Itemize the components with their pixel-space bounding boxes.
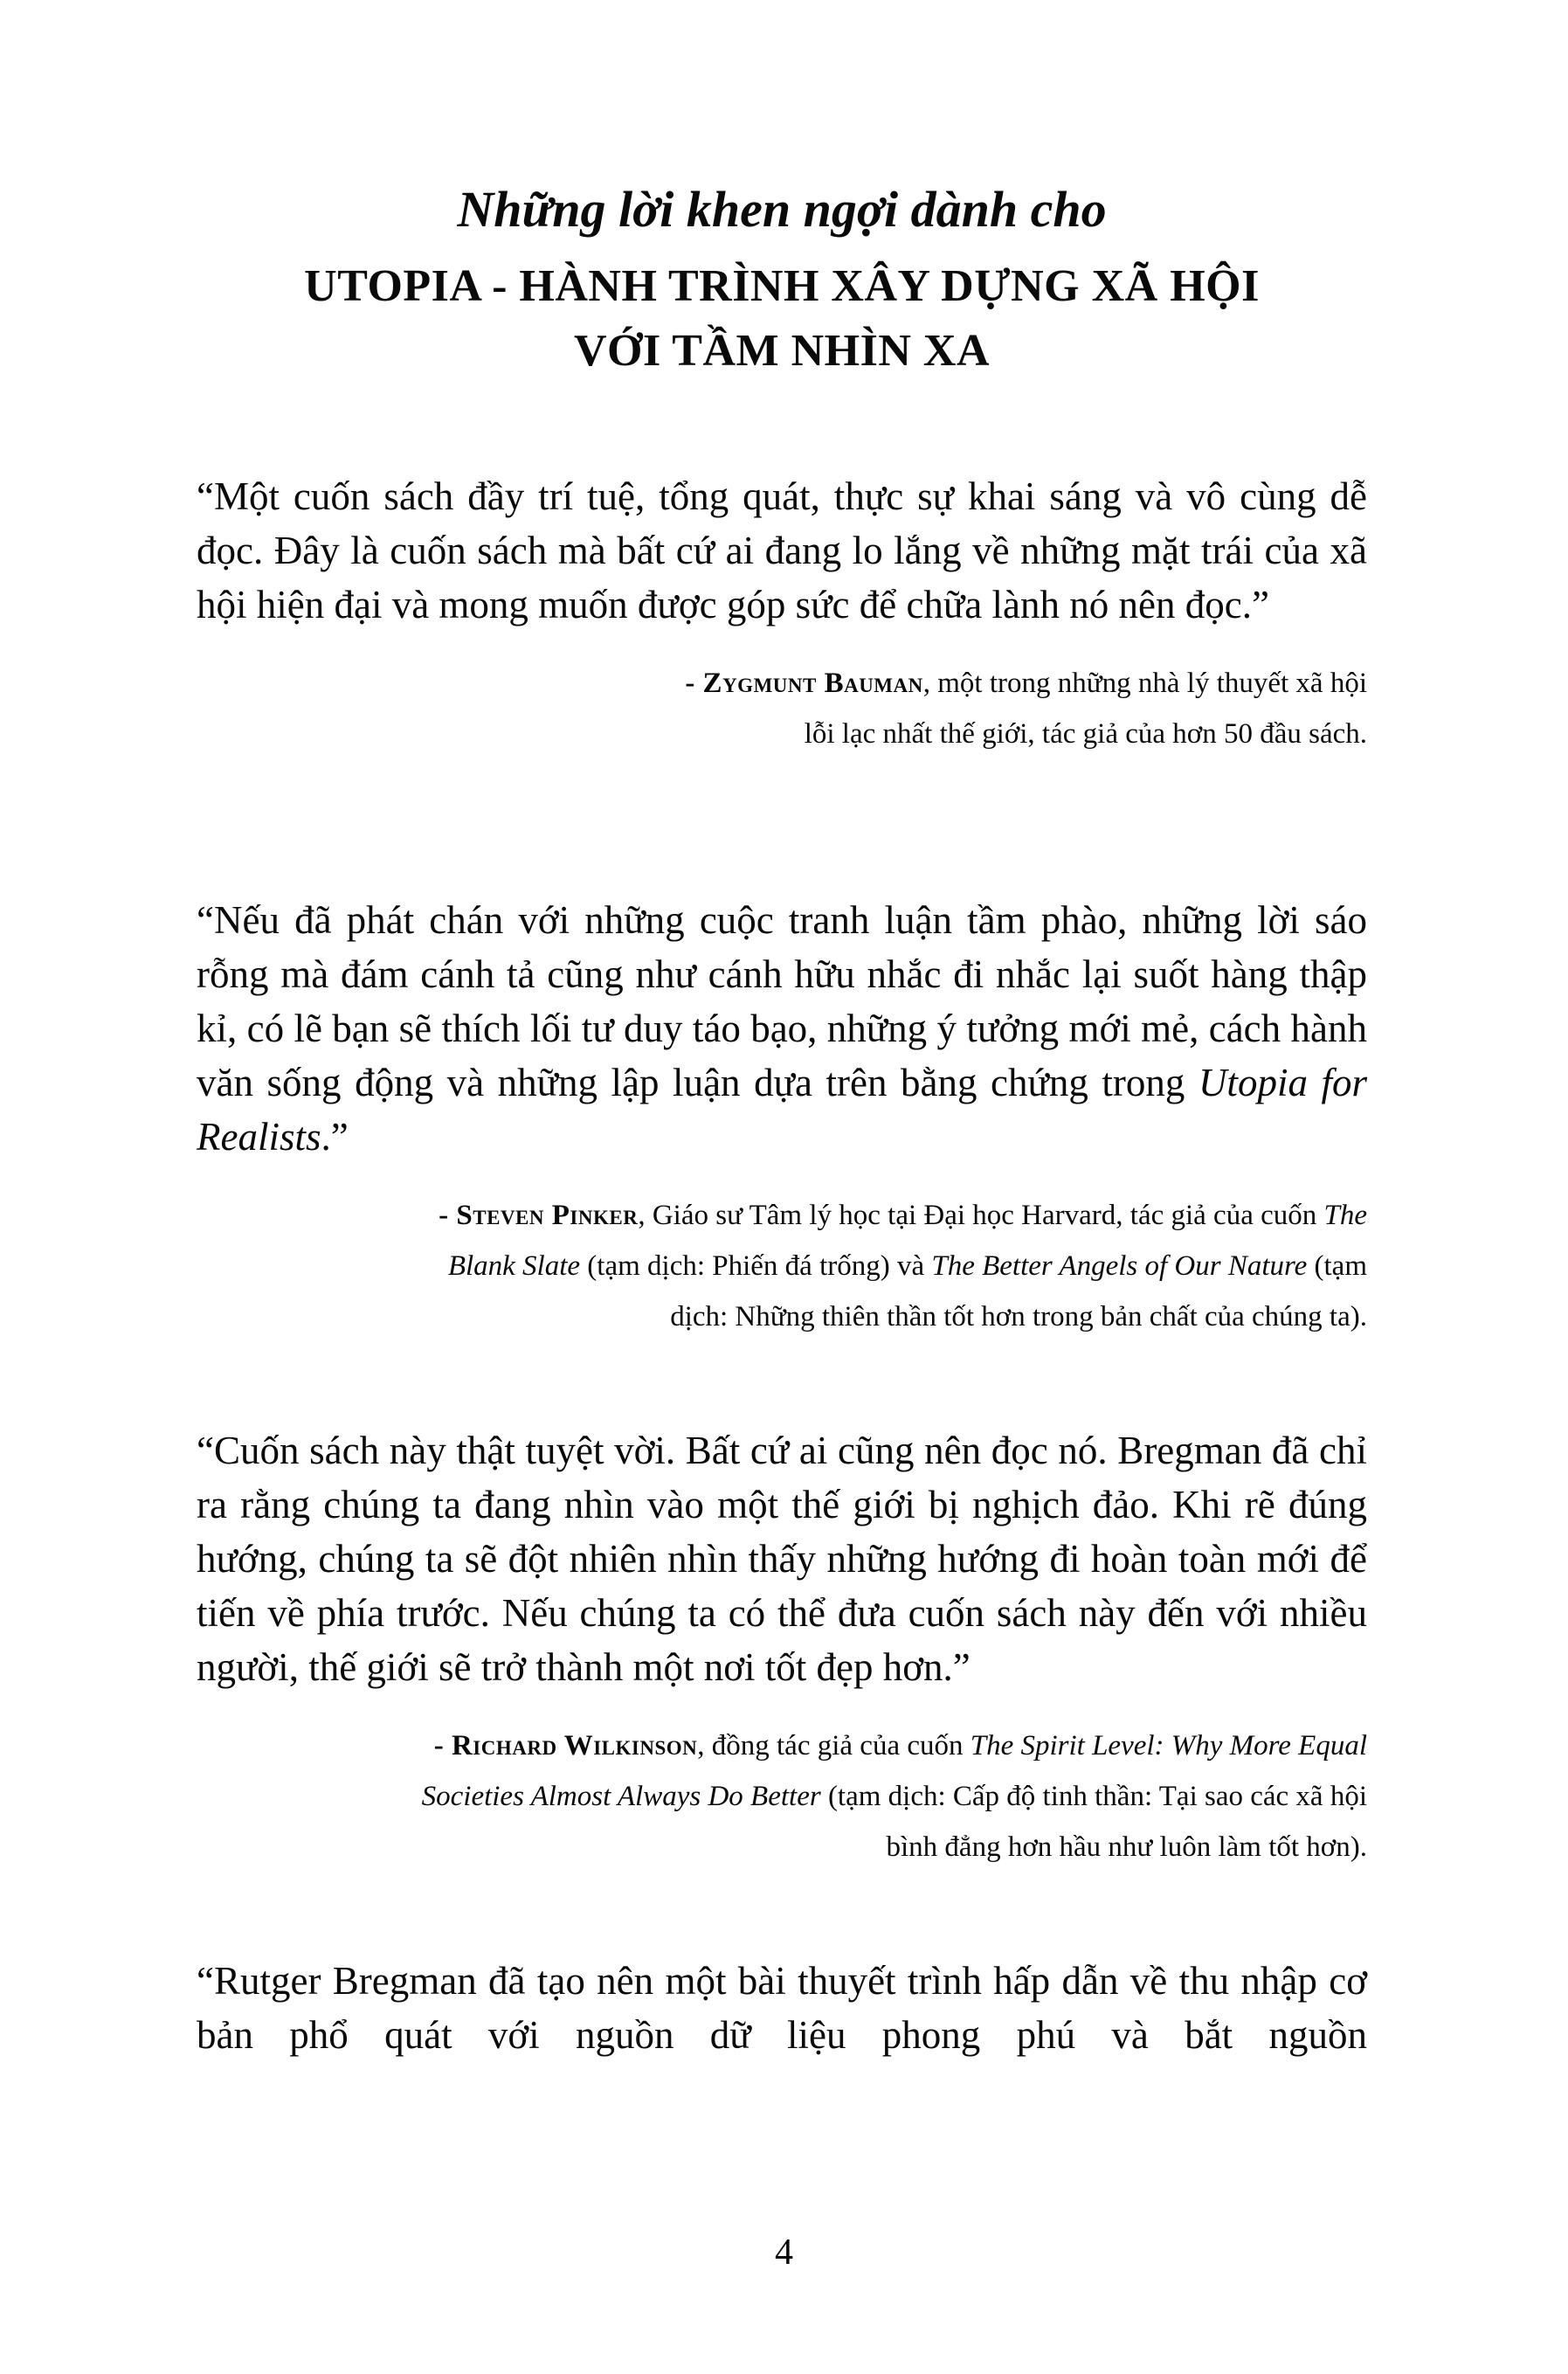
quote-text <box>197 469 1367 632</box>
attribution-line <box>166 1291 1367 1342</box>
quote-attribution <box>166 1720 1367 1872</box>
text-segment: - Steven Pinker <box>439 1200 639 1231</box>
text-segment: Societies Almost Always Do Better <box>421 1781 821 1812</box>
text-segment: Utopia for Realists <box>197 1061 1367 1159</box>
book-title-heading <box>197 254 1367 384</box>
text-segment: The <box>1323 1200 1367 1231</box>
text-segment: - Zygmunt Bauman <box>685 668 923 699</box>
attribution-line <box>166 1720 1367 1771</box>
quote-attribution <box>166 1190 1367 1342</box>
text-segment: dịch: Những thiên thần tốt hơn trong bản chất của chúng ta). <box>670 1301 1367 1332</box>
text-segment: bình đẳng hơn hầu như luôn làm tốt hơn). <box>886 1831 1367 1863</box>
text-segment: (tạm dịch: Phiến đá trống) và <box>580 1250 932 1282</box>
attribution-line <box>166 1190 1367 1241</box>
quote-block-pinker <box>197 893 1367 1342</box>
page-number: 4 <box>775 2232 793 2273</box>
text-segment: - Richard Wilkinson <box>433 1730 698 1761</box>
quote-block-bauman <box>197 469 1367 759</box>
quote-text <box>197 1954 1367 2062</box>
text-segment: , Giáo sư Tâm lý học tại Đại học Harvard, tác giả của cuốn <box>638 1200 1324 1231</box>
praise-heading: Những lời khen ngợi dành cho <box>457 181 1107 238</box>
book-title-line-2: VỚI TẦM NHÌN XA <box>573 326 990 376</box>
quote-attribution <box>166 658 1367 759</box>
book-title-line-1: UTOPIA - HÀNH TRÌNH XÂY DỰNG XÃ HỘI <box>304 261 1260 311</box>
text-segment: The Better Angels of Our Nature <box>931 1250 1308 1282</box>
quote-block-wilkinson <box>197 1423 1367 1872</box>
text-segment: Blank Slate <box>447 1250 581 1282</box>
attribution-line <box>166 1241 1367 1291</box>
text-segment: “Cuốn sách này thật tuyệt vời. Bất cứ ai cũng nên đọc nó. Bregman đã chỉ ra rằng chúng ta đang nhìn vào một thế giới bị nghịch đảo. Khi rẽ đúng hướng, chúng ta sẽ đột nhiên nhìn thấy những hướng đi hoàn toàn mới để tiến về phía trước. Nếu chúng ta có thể đưa cuốn sách này đến với nhiều người, thế giới sẽ trở thành một nơi tốt đẹp hơn.” <box>197 1429 1367 1689</box>
text-segment: , đồng tác giả của cuốn <box>697 1730 971 1761</box>
attribution-line <box>166 1822 1367 1872</box>
text-segment: “Một cuốn sách đầy trí tuệ, tổng quát, thực sự khai sáng và vô cùng dễ đọc. Đây là cuốn sách mà bất cứ ai đang lo lắng về những mặt trái của xã hội hiện đại và mong muốn được góp sức để chữa lành nó nên đọc.” <box>197 474 1367 626</box>
text-segment: , một trong những nhà lý thuyết xã hội <box>922 668 1367 699</box>
text-segment: “Nếu đã phát chán với những cuộc tranh luận tầm phào, những lời sáo rỗng mà đám cánh tả cũng như cánh hữu nhắc đi nhắc lại suốt hàng thập kỉ, có lẽ bạn sẽ thích lối tư duy táo bạo, những ý tưởng mới mẻ, cách hành văn sống động và những lập luận dựa trên bằng chứng trong <box>197 898 1367 1104</box>
attribution-line <box>166 709 1367 759</box>
quote-text <box>197 1423 1367 1694</box>
text-segment: “Rutger Bregman đã tạo nên một bài thuyết trình hấp dẫn về thu nhập cơ bản phổ quát với nguồn dữ liệu phong phú và bắt nguồn <box>197 1959 1367 2057</box>
text-segment: (tạm dịch: Cấp độ tinh thần: Tại sao các xã hội <box>820 1781 1367 1812</box>
text-segment: The Spirit Level: Why More Equal <box>970 1730 1367 1761</box>
attribution-line <box>166 1771 1367 1822</box>
attribution-line <box>166 658 1367 709</box>
quote-block-bregman-partial <box>197 1954 1367 2062</box>
text-segment: (tạm <box>1307 1250 1367 1282</box>
text-segment: lỗi lạc nhất thế giới, tác giả của hơn 50 đầu sách. <box>804 718 1367 750</box>
text-segment: .” <box>321 1115 349 1159</box>
quote-text <box>197 893 1367 1164</box>
